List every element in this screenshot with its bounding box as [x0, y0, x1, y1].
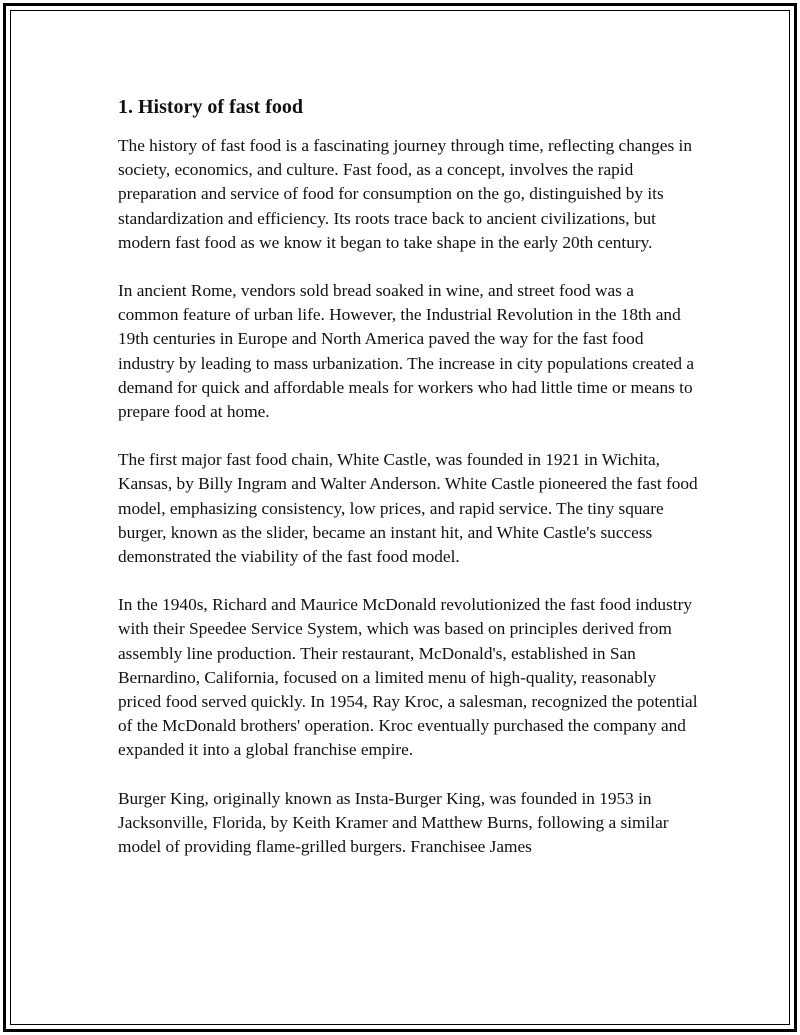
paragraph-white-castle: The first major fast food chain, White Castle, was founded in 1921 in Wichita, Kansas, by Billy Ingram and Walter Anderson. White Castle pioneered the fast food model, emphasizing consistency, low prices, and rapid service. The tiny square burger, known as the slider, became an instant hit, and White Castle's success demonstrated the viability of the fast food model. [118, 450, 698, 567]
paragraph-burger-king: Burger King, originally known as Insta-Burger King, was founded in 1953 in Jacksonville, Florida, by Keith Kramer and Matthew Burns, following a similar model of providing flame-grilled burgers. Franchisee James [118, 788, 669, 857]
paragraph-intro: The history of fast food is a fascinating journey through time, reflecting changes in society, economics, and culture. Fast food, as a concept, involves the rapid preparation and service of food for consumption on the go, distinguished by its standardization and efficiency. Its roots trace back to ancient civilizations, but modern fast food as we know it began to take shape in the early 20th century. [118, 136, 692, 252]
document-body [118, 94, 698, 883]
section-heading: 1. History of fast food [118, 96, 303, 118]
paragraph-ancient-rome: In ancient Rome, vendors sold bread soaked in wine, and street food was a common feature of urban life. However, the Industrial Revolution in the 18th and 19th centuries in Europe and North America paved the way for the fast food industry by leading to mass urbanization. The increase in city populations created a demand for quick and affordable meals for workers who had little time or means to prepare food at home. [118, 281, 695, 422]
paragraph-mcdonalds: In the 1940s, Richard and Maurice McDonald revolutionized the fast food industry with their Speedee Service System, which was based on principles derived from assembly line production. Their restaurant, McDonald's, established in San Bernardino, California, focused on a limited menu of high-quality, reasonably priced food served quickly. In 1954, Ray Kroc, a salesman, recognized the potential of the McDonald brothers' operation. Kroc eventually purchased the company and expanded it into a global franchise empire. [118, 595, 698, 760]
